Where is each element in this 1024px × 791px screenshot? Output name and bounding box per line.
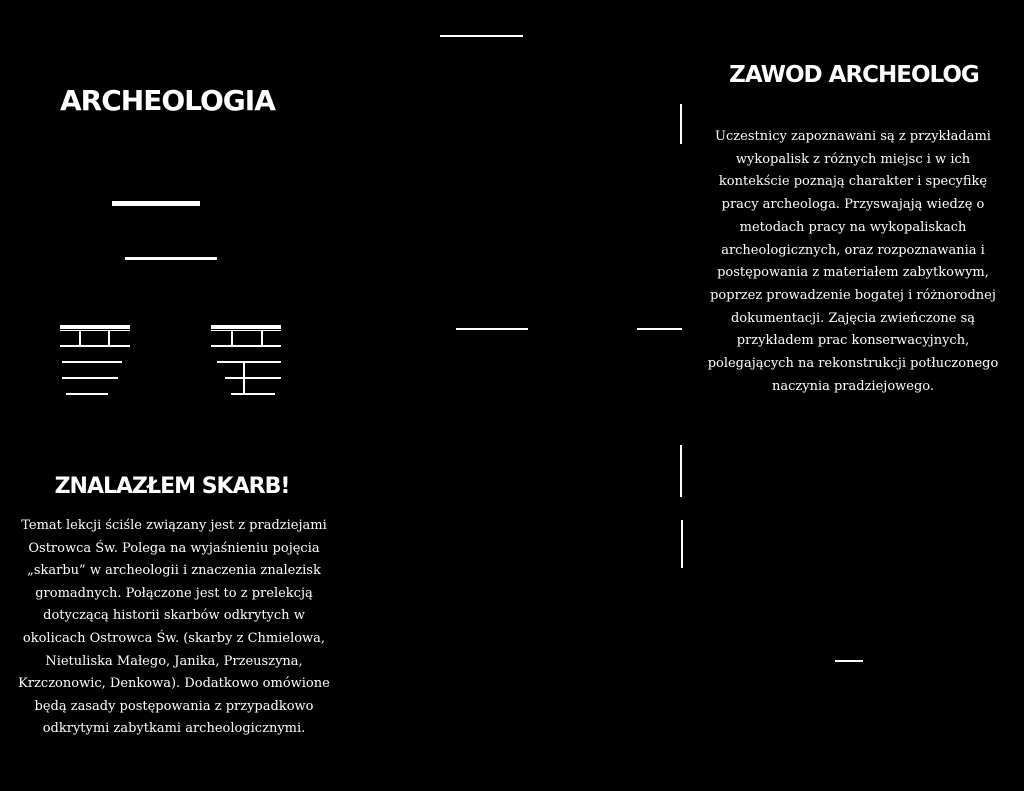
section-title-zawod-archeolog: ZAWOD ARCHEOLOG [729, 62, 979, 88]
vertical-stroke-middle [680, 445, 682, 497]
middle-divider-right [637, 328, 682, 330]
column-ornament-right-icon [211, 325, 283, 397]
decor-bar-upper [112, 201, 200, 206]
column-ornament-right [211, 325, 283, 397]
column-ornament-left-icon [60, 325, 130, 397]
section-body-zawod-archeolog: Uczestnicy zapoznawani są z przykładami wykopalisk z różnych miejsc i w ich kontekście poznają charakter i specyfikę pracy archeologa. Przyswajają wiedzę o metodach pracy na wykopaliskach archeologicznych, oraz rozpoznawania i postępowania z materiałem zabytkowym, poprzez prowadzenie bogatej i różnorodnej dokumentacji. Zajęcia zwieńczone są przykładem prac konserwacyjnych, polegających na rekonstrukcji potłuczonego naczynia pradziejowego. [707, 129, 999, 394]
column-ornament-left [60, 325, 130, 397]
page-title-archeologia: ARCHEOLOGIA [60, 84, 275, 117]
bottom-dash [835, 660, 863, 662]
section-body-znalazlem-skarb: Temat lekcji ściśle związany jest z pradziejami Ostrowca Św. Polega na wyjaśnieniu pojęcia „skarbu” w archeologii i znaczenia znalezisk gromadnych. Połączone jest to z prelekcją dotyczącą historii skarbów odkrytych w okolicach Ostrowca Św. (skarby z Chmielowa, Nietuliska Małego, Janika, Przeuszyna, Krzczonowic, Denkowa). Dodatkowo omówione będą zasady postępowania z przypadkowo odkrytymi zabytkami archeologicznymi. [18, 518, 330, 737]
top-divider [440, 35, 523, 37]
vertical-stroke-top [680, 104, 682, 144]
vertical-stroke-bottom [681, 520, 683, 568]
middle-divider-left [456, 328, 528, 330]
section-title-znalazlem-skarb: ZNALAZŁEM SKARB! [54, 474, 290, 499]
decor-bar-lower [125, 257, 217, 260]
